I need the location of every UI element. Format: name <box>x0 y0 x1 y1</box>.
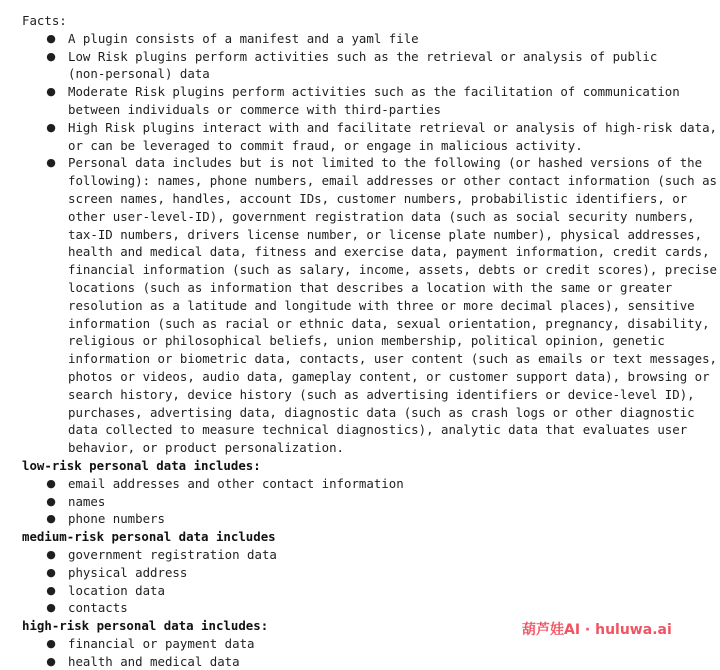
medium-risk-heading: medium-risk personal data includes <box>22 529 276 545</box>
fact-item-text: Moderate Risk plugins perform activities such as the facilitation of communication between individuals or commerce with third-parties <box>68 84 680 117</box>
fact-item <box>22 119 718 155</box>
fact-item-text: High Risk plugins interact with and facilitate retrieval or analysis of high-risk data, or can be leveraged to commit fraud, or engage in malicious activity. <box>68 119 718 153</box>
bullet-icon: ● <box>46 49 56 63</box>
medium-risk-item <box>22 564 702 582</box>
medium-risk-item <box>22 546 702 564</box>
bullet-icon: ● <box>46 636 56 650</box>
medium-risk-item-text: government registration data <box>68 546 277 562</box>
fact-item <box>22 83 702 119</box>
low-risk-item <box>22 475 702 493</box>
bullet-icon: ● <box>46 654 56 668</box>
high-risk-item-text: financial or payment data <box>68 635 255 651</box>
low-risk-item <box>22 493 702 511</box>
fact-item-text: A plugin consists of a manifest and a yaml file <box>68 30 419 46</box>
bullet-icon: ● <box>46 31 56 45</box>
bullet-icon: ● <box>46 601 56 615</box>
low-risk-item-text: email addresses and other contact information <box>68 475 404 491</box>
fact-item <box>22 48 702 84</box>
bullet-icon: ● <box>46 85 56 99</box>
medium-risk-item-text: physical address <box>68 564 188 580</box>
fact-item <box>22 154 718 457</box>
bullet-icon: ● <box>46 512 56 526</box>
bullet-icon: ● <box>46 120 56 134</box>
document-body <box>22 12 718 670</box>
bullet-icon: ● <box>46 494 56 508</box>
medium-risk-item <box>22 582 702 600</box>
low-risk-item-text: phone numbers <box>68 511 165 527</box>
fact-item-text: Low Risk plugins perform activities such as the retrieval or analysis of public (non-personal) data <box>68 48 658 82</box>
low-risk-item-text: names <box>68 493 106 509</box>
watermark-logo: 葫芦娃AI · huluwa.ai <box>522 622 672 638</box>
medium-risk-item <box>22 599 702 617</box>
bullet-icon: ● <box>46 156 56 170</box>
facts-list <box>22 30 718 457</box>
medium-risk-list <box>22 546 702 617</box>
fact-item-text: Personal data includes but is not limited to the following (or hashed versions of the following): names, phone numbers, email addresses or other contact information (such as screen names, handles, account IDs, customer numbers, probabilistic identifiers, or other user-level-ID), government registration data (such as social security numbers, tax-ID numbers, drivers license number, or license plate number), physical addresses, health and medical data, fitness and exercise data, payment information, credit cards, financial information (such as salary, income, assets, debts or credit scores), precise locations (such as information that describes a location with the same or greater resolution as a latitude and longitude with three or more decimal places), sensitive information (such as racial or ethnic data, sexual orientation, pregnancy, disability, religious or philosophical beliefs, union membership, political opinion, genetic information or biometric data, contacts, user content (such as emails or text messages, photos or videos, audio data, gameplay content, or customer support data), browsing or search history, device history (such as advertising identifiers or device-level ID), purchases, advertising data, diagnostic data (such as crash logs or other diagnostic data collected to measure technical diagnostics), analytic data that evaluates user behavior, or product personalization. <box>68 155 718 456</box>
bullet-icon: ● <box>46 476 56 490</box>
high-risk-list <box>22 635 702 670</box>
medium-risk-item-text: contacts <box>68 600 128 616</box>
high-risk-item-text: health and medical data <box>68 653 240 669</box>
bullet-icon: ● <box>46 547 56 561</box>
low-risk-item <box>22 510 702 528</box>
high-risk-item <box>22 653 702 670</box>
low-risk-list <box>22 475 702 528</box>
high-risk-heading: high-risk personal data includes: <box>22 618 269 634</box>
bullet-icon: ● <box>46 565 56 579</box>
medium-risk-item-text: location data <box>68 582 165 598</box>
bullet-icon: ● <box>46 583 56 597</box>
facts-label: Facts: <box>22 13 67 28</box>
low-risk-heading: low-risk personal data includes: <box>22 457 261 473</box>
fact-item <box>22 30 702 48</box>
